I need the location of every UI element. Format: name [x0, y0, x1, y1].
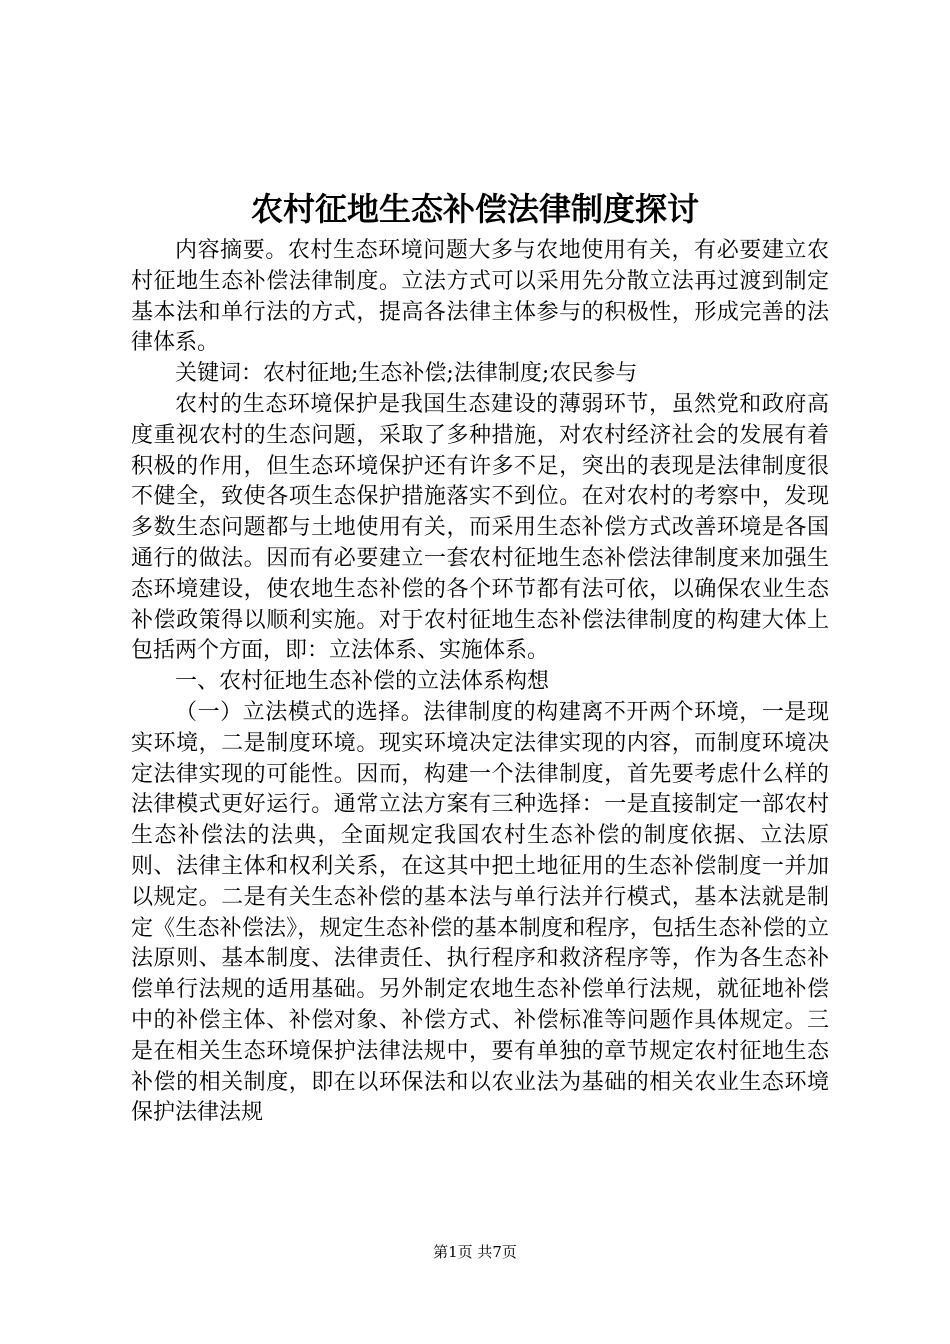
document-title: 农村征地生态补偿法律制度探讨	[250, 190, 699, 228]
intro-paragraph: 农村的生态环境保护是我国生态建设的薄弱环节，虽然党和政府高度重视农村的生态问题，采取了多种措施，对农村经济社会的发展有着积极的作用，但生态环境保护还有许多不足，突出的表现是法律制度很不健全，致使各项生态保护措施落实不到位。在对农村的考察中，发现多数生态问题都与土地使用有关，而采用生态补偿方式改善环境是各国通行的做法。因而有必要建立一套农村征地生态补偿法律制度来加强生态环境建设，使农地生态补偿的各个环节都有法可依，以确保农业生态补偿政策得以顺利实施。对于农村征地生态补偿法律制度的构建大体上包括两个方面，即：立法体系、实施体系。	[131, 391, 829, 664]
document-body	[131, 236, 829, 1129]
subsection-paragraph: （一）立法模式的选择。法律制度的构建离不开两个环境，一是现实环境，二是制度环境。现实环境决定法律实现的内容，而制度环境决定法律实现的可能性。因而，构建一个法律制度，首先要考虑什么样的法律模式更好运行。通常立法方案有三种选择：一是直接制定一部农村生态补偿法的法典，全面规定我国农村生态补偿的制度依据、立法原则、法律主体和权利关系，在这其中把土地征用的生态补偿制度一并加以规定。二是有关生态补偿的基本法与单行法并行模式，基本法就是制定《生态补偿法》，规定生态补偿的基本制度和程序，包括生态补偿的立法原则、基本制度、法律责任、执行程序和救济程序等，作为各生态补偿单行法规的适用基础。另外制定农地生态补偿单行法规，就征地补偿中的补偿主体、补偿对象、补偿方式、补偿标准等问题作具体规定。三是在相关生态环境保护法律法规中，要有单独的章节规定农村征地生态补偿的相关制度，即在以环保法和以农业法为基础的相关农业生态环境保护法律法规	[131, 699, 829, 1126]
page-number-footer: 第1页 共7页	[433, 1243, 517, 1261]
section-heading: 一、农村征地生态补偿的立法体系构想	[175, 669, 550, 695]
abstract-paragraph: 内容摘要。农村生态环境问题大多与农地使用有关，有必要建立农村征地生态补偿法律制度。立法方式可以采用先分散立法再过渡到制定基本法和单行法的方式，提高各法律主体参与的积极性，形成完善的法律体系。	[131, 238, 829, 356]
keywords-paragraph: 关键词：农村征地;生态补偿;法律制度;农民参与	[175, 361, 638, 387]
